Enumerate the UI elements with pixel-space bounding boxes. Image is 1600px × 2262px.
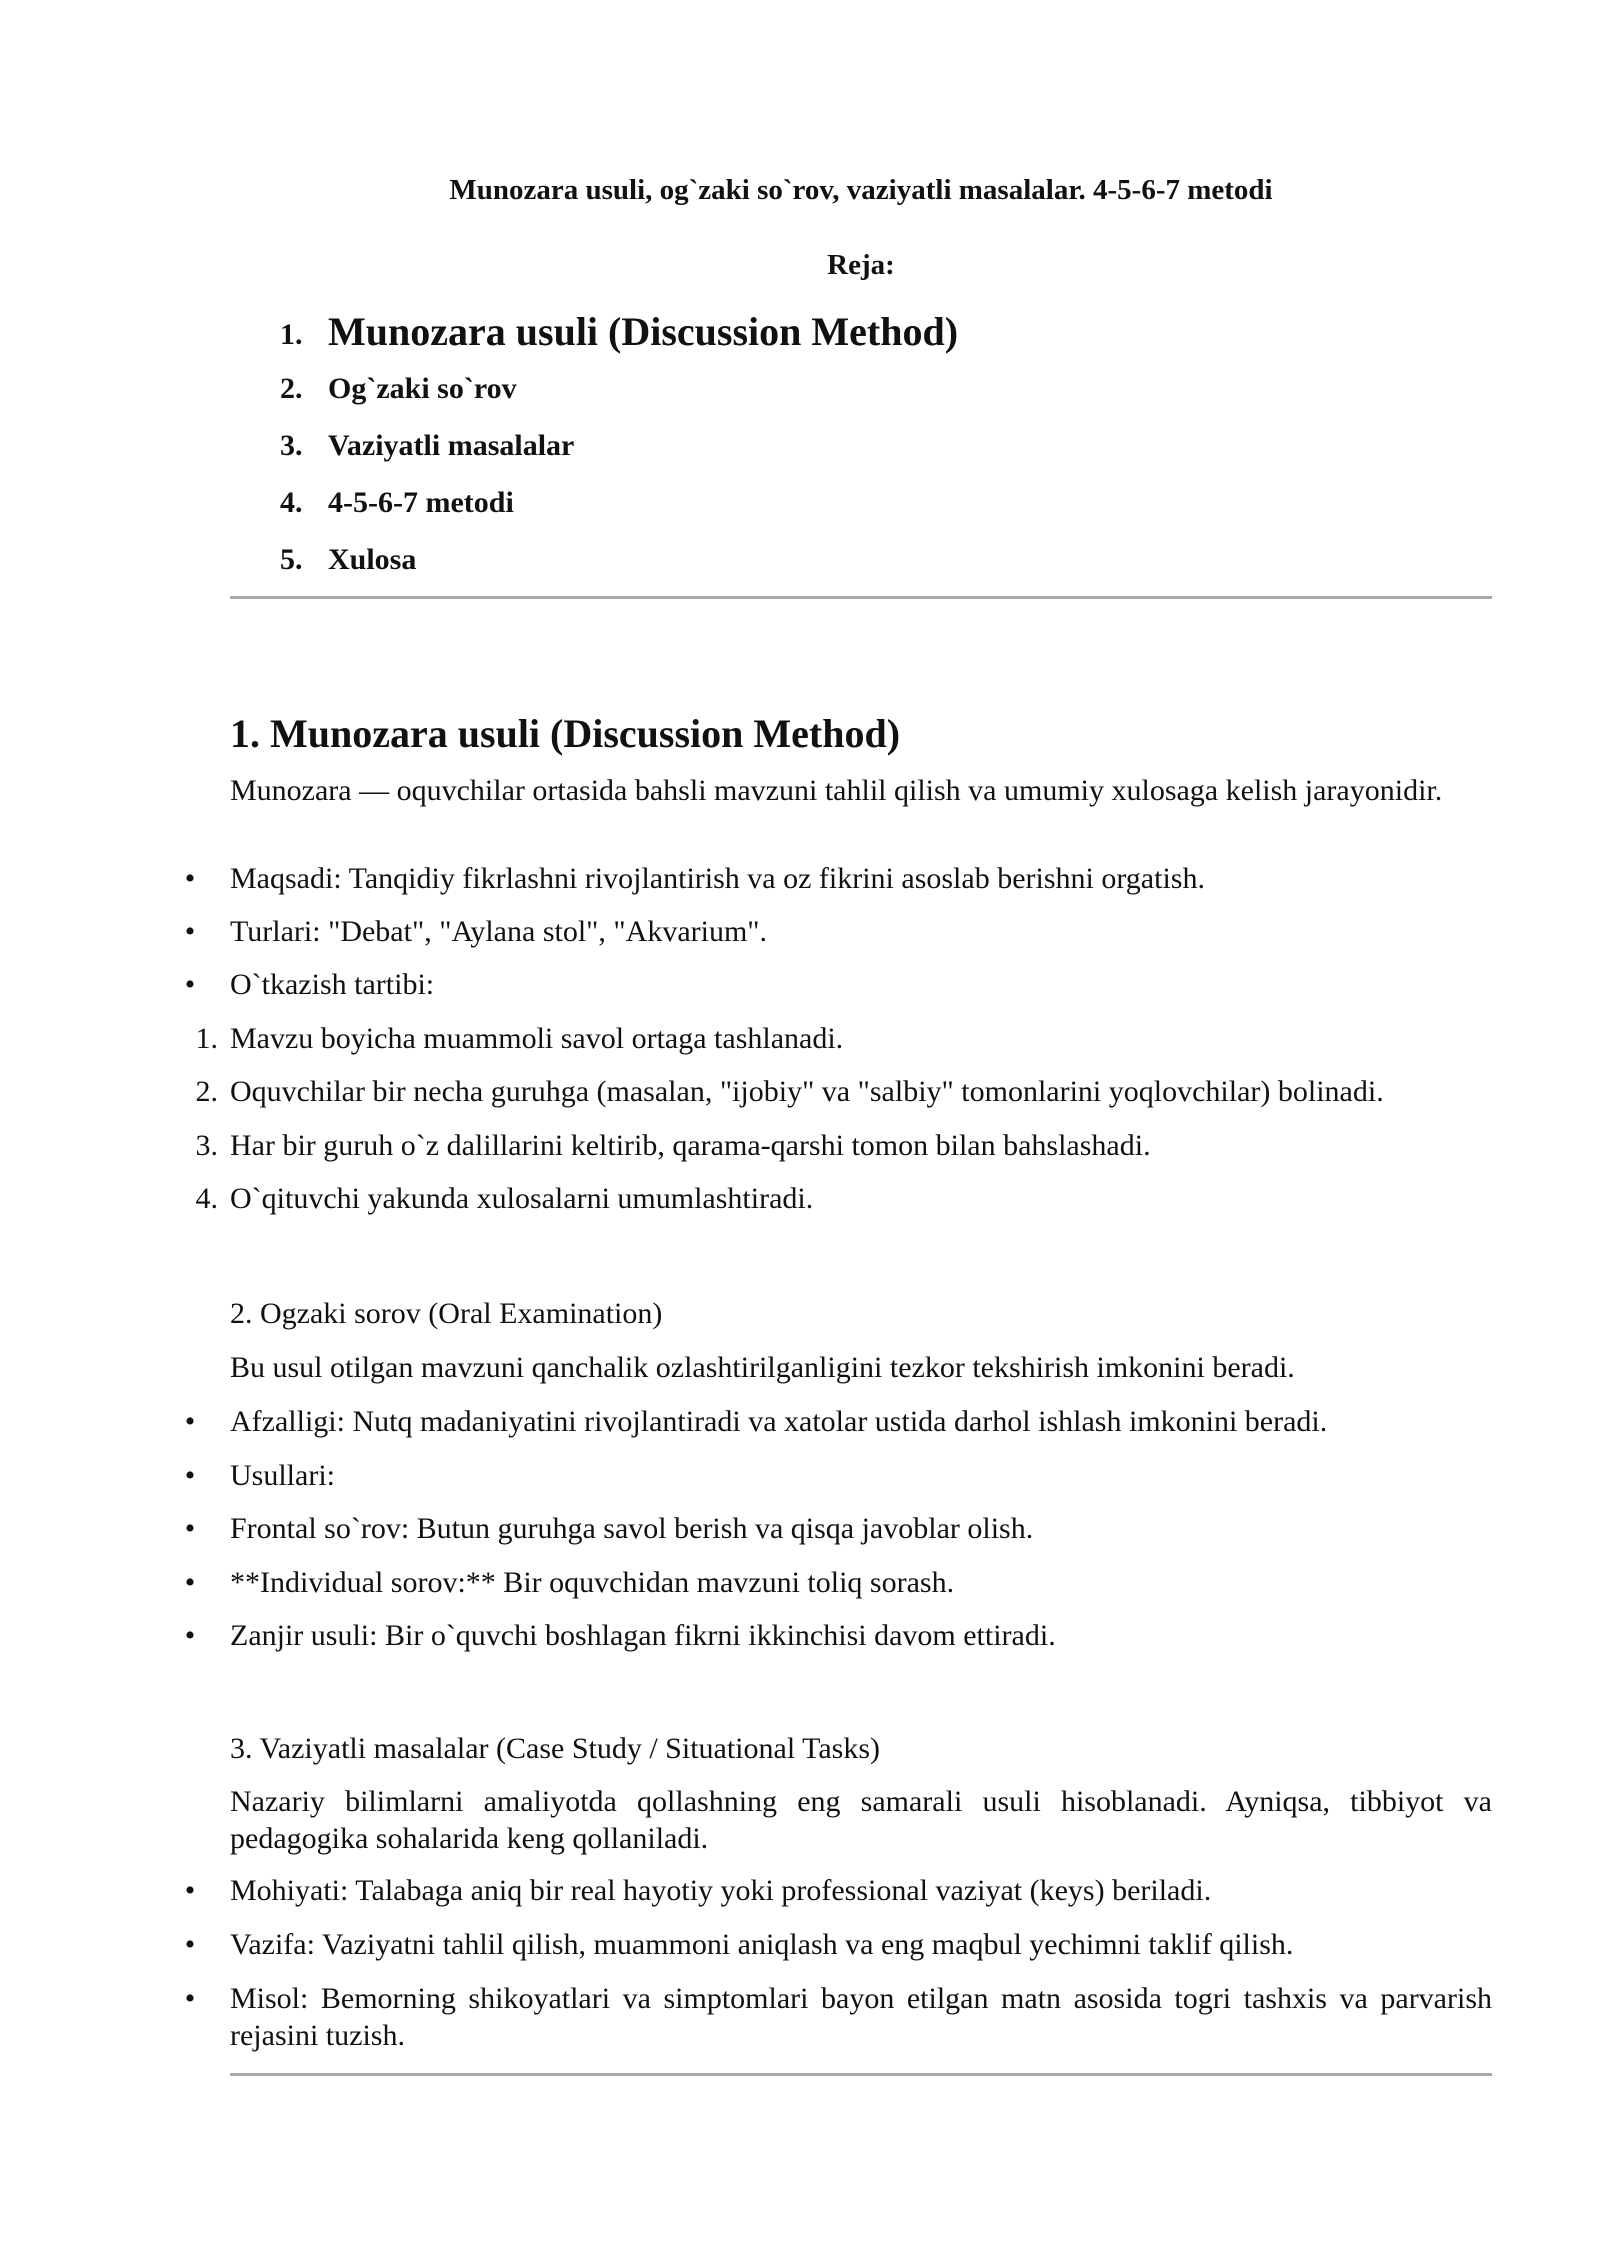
bullet-item [184, 1617, 1492, 1654]
bullet-item [184, 1457, 1492, 1494]
bullet-dot: • [184, 1982, 196, 2015]
plan-item [230, 426, 1492, 483]
bullet-dot: • [184, 1874, 196, 1907]
plan-item-text: Og`zaki so`rov [328, 372, 517, 405]
step-text: O`qituvchi yakunda xulosalarni umumlashtiradi. [230, 1182, 814, 1215]
plan-item-number: 3. [280, 429, 303, 462]
plan-item [230, 305, 1492, 369]
section-3-intro: Nazariy bilimlarni amaliyotda qollashning eng samarali usuli hisoblanadi. Ayniqsa, tibbiyot va pedagogika sohalarida keng qollaniladi. [230, 1785, 1492, 1855]
bullet-dot: • [184, 1566, 196, 1599]
plan-item-number: 5. [280, 543, 303, 576]
bullet-dot: • [184, 1928, 196, 1961]
bullet-text: Afzalligi: Nutq madaniyatini rivojlantiradi va xatolar ustida darhol ishlash imkonini beradi. [230, 1405, 1328, 1438]
bullet-item [184, 1980, 1492, 2054]
section-1-intro: Munozara — oquvchilar ortasida bahsli mavzuni tahlil qilish va umumiy xulosaga kelish jarayonidir. [230, 774, 1443, 807]
numbered-step [195, 1073, 1492, 1110]
plan-label: Reja: [827, 249, 895, 281]
bullet-text: Zanjir usuli: Bir o`quvchi boshlagan fikrni ikkinchisi davom ettiradi. [230, 1619, 1056, 1652]
section-2-intro: Bu usul otilgan mavzuni qanchalik ozlashtirilganligini tezkor tekshirish imkonini beradi. [230, 1351, 1295, 1384]
plan-item-text: Xulosa [328, 543, 417, 576]
bullet-dot: • [184, 1619, 196, 1652]
bullet-item [184, 1872, 1492, 1909]
bullet-dot: • [184, 862, 196, 895]
bullet-text: Mohiyati: Talabaga aniq bir real hayotiy yoki professional vaziyat (keys) beriladi. [230, 1874, 1212, 1907]
section-1-heading: 1. Munozara usuli (Discussion Method) [230, 711, 901, 756]
step-number: 1. [195, 1022, 218, 1055]
bullet-text: Misol: Bemorning shikoyatlari va simptomlari bayon etilgan matn asosida togri tashxis va parvarish rejasini tuzish. [230, 1982, 1492, 2052]
step-number: 3. [195, 1129, 218, 1162]
plan-item-number: 4. [280, 486, 303, 519]
plan-item-number: 1. [280, 318, 303, 351]
section-3-heading: 3. Vaziyatli masalalar (Case Study / Situational Tasks) [230, 1732, 881, 1765]
bullet-item [184, 1403, 1492, 1440]
bullet-text: **Individual sorov:** Bir oquvchidan mavzuni toliq sorash. [230, 1566, 955, 1599]
plan-item [230, 369, 1492, 426]
bullet-dot: • [184, 968, 196, 1001]
plan-divider [230, 596, 1492, 599]
bullet-dot: • [184, 915, 196, 948]
bullet-dot: • [184, 1459, 196, 1492]
bullet-text: Usullari: [230, 1459, 335, 1492]
step-number: 2. [195, 1075, 218, 1108]
bullet-dot: • [184, 1405, 196, 1438]
bullet-text: Vazifa: Vaziyatni tahlil qilish, muammoni aniqlash va eng maqbul yechimni taklif qilish. [230, 1928, 1294, 1961]
step-text: Mavzu boyicha muammoli savol ortaga tashlanadi. [230, 1022, 844, 1055]
bullet-item [184, 913, 1492, 950]
plan-item [230, 483, 1492, 540]
step-number: 4. [195, 1182, 218, 1215]
bullet-item [184, 1926, 1492, 1963]
numbered-step [195, 1127, 1492, 1164]
numbered-step [195, 1180, 1492, 1217]
numbered-step [195, 1020, 1492, 1057]
plan-list [230, 305, 1492, 597]
bullet-item [184, 860, 1492, 897]
plan-item [230, 540, 1492, 597]
plan-item-text: Vaziyatli masalalar [328, 429, 575, 462]
document-title: Munozara usuli, og`zaki so`rov, vaziyatli masalalar. 4-5-6-7 metodi [449, 174, 1273, 206]
step-text: Oquvchilar bir necha guruhga (masalan, "ijobiy" va "salbiy" tomonlarini yoqlovchilar) bolinadi. [230, 1075, 1384, 1108]
bullet-item [184, 966, 1492, 1003]
bullet-dot: • [184, 1512, 196, 1545]
bullet-item [184, 1510, 1492, 1547]
plan-item-number: 2. [280, 372, 303, 405]
plan-item-text: Munozara usuli (Discussion Method) [328, 309, 959, 354]
bullet-text: Maqsadi: Tanqidiy fikrlashni rivojlantirish va oz fikrini asoslab berishni orgatish. [230, 862, 1205, 895]
bullet-text: Turlari: "Debat", "Aylana stol", "Akvarium". [230, 915, 768, 948]
section-2-heading: 2. Ogzaki sorov (Oral Examination) [230, 1297, 663, 1330]
bullet-text: Frontal so`rov: Butun guruhga savol berish va qisqa javoblar olish. [230, 1512, 1034, 1545]
bullet-item [184, 1564, 1492, 1601]
bullet-text: O`tkazish tartibi: [230, 968, 435, 1001]
plan-item-text: 4-5-6-7 metodi [328, 486, 514, 519]
section-divider [230, 2073, 1492, 2076]
step-text: Har bir guruh o`z dalillarini keltirib, qarama-qarshi tomon bilan bahslashadi. [230, 1129, 1151, 1162]
